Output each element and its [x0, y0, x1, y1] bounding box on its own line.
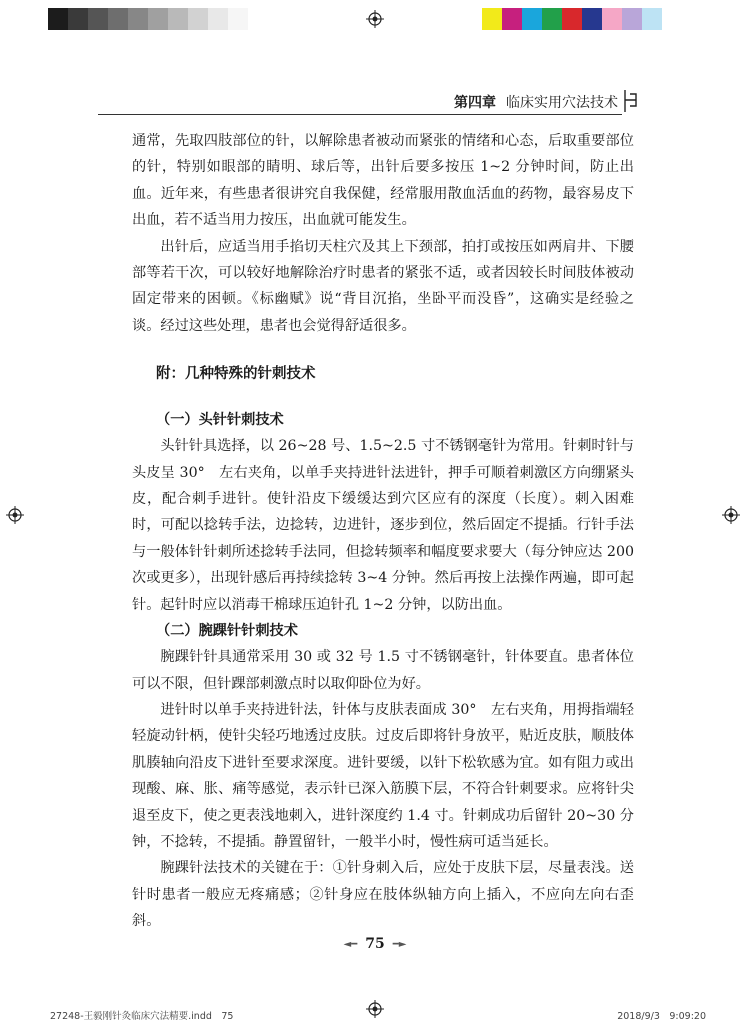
- process-color-swatch: [522, 8, 542, 30]
- slug-filename: 27248-王毅刚针灸临床穴法精要.indd 75: [50, 1011, 234, 1022]
- grayscale-swatch: [88, 8, 108, 30]
- page-number-value: 75: [365, 936, 385, 952]
- arrow-left-icon: ◄━: [343, 939, 358, 950]
- process-color-swatch: [642, 8, 662, 30]
- running-header: [98, 92, 618, 112]
- slug-timestamp: 2018/9/3 9:09:20: [617, 1011, 706, 1022]
- grayscale-swatch: [208, 8, 228, 30]
- process-color-swatch: [582, 8, 602, 30]
- chapter-number: 第四章: [454, 95, 496, 111]
- process-color-swatch: [482, 8, 502, 30]
- section-heading-wrist-ankle-acupuncture: （二）腕踝针针刺技术: [156, 623, 298, 640]
- grayscale-swatch: [68, 8, 88, 30]
- header-rule: [98, 114, 622, 115]
- process-color-swatch: [542, 8, 562, 30]
- paragraph-5: 进针时以单手夹持进针法，针体与皮肤表面成 30° 左右夹角，用拇指端轻轻旋动针柄，使针尖轻巧地透过皮肤。过皮后即将针身放平，贴近皮肤，顺肢体肌腠轴向沿皮下进针至要求深度。进针要缓，以针下松软感为宜。如有阻力或出现酸、麻、胀、痛等感觉，表示针已深入筋膜下层，不符合针刺要求。应将针尖退至皮下，使之更表浅地刺入，进针深度约 1.4 寸。针刺成功后留针 20~30 分钟，不捻转，不提插。静置留针，一般半小时，慢性病可适当延长。: [132, 701, 634, 850]
- grayscale-swatch: [228, 8, 248, 30]
- registration-mark-right-icon: [722, 506, 740, 524]
- grayscale-swatch: [48, 8, 68, 30]
- grayscale-swatch: [168, 8, 188, 30]
- paragraph-6: 腕踝针法技术的关键在于：①针身刺入后，应处于皮肤下层，尽量表浅。送针时患者一般应无疼痛感；②针身应在肢体纵轴方向上插入，不应向左向右歪斜。: [132, 860, 634, 930]
- grayscale-swatch: [108, 8, 128, 30]
- grayscale-swatch: [148, 8, 168, 30]
- paragraph-3: 头针针具选择，以 26~28 号、1.5~2.5 寸不锈钢毫针为常用。针刺时针与头皮呈 30° 左右夹角，以单手夹持进针法进针，押手可顺着刺激区方向绷紧头皮，配合刺手进针。使针沿皮下缓缓达到穴区应有的深度（长度）。刺入困难时，可配以捻转手法，边捻转，边进针，逐步到位，然后固定不提插。行针手法与一般体针针刺所述捻转手法同，但捻转频率和幅度要求要大（每分钟应达 200 次或更多），出现针感后再持续捻转 3~4 分钟。然后再按上法操作两遍，即可起针。起针时应以消毒干棉球压迫针孔 1~2 分钟，以防出血。: [132, 438, 634, 613]
- process-color-bar: [482, 8, 662, 30]
- header-ornament-icon: [622, 88, 640, 116]
- grayscale-swatch: [188, 8, 208, 30]
- appendix-heading: 附：几种特殊的针刺技术: [156, 366, 316, 383]
- page-body: [132, 128, 634, 935]
- paragraph-2: 出针后，应适当用手掐切天柱穴及其上下颈部，拍打或按压如两肩井、下腰部等若干次，可以较好地解除治疗时患者的紧张不适，或者因较长时间肢体被动固定带来的困顿。《标幽赋》说“背目沉掐，坐卧平而没昏”，这确实是经验之谈。经过这些处理，患者也会觉得舒适很多。: [132, 238, 634, 334]
- registration-mark-bottom-icon: [366, 1000, 384, 1018]
- registration-mark-top-icon: [366, 10, 384, 28]
- grayscale-color-bar: [48, 8, 248, 30]
- chapter-title: 临床实用穴法技术: [506, 95, 618, 111]
- page-number: [0, 936, 750, 952]
- paragraph-1: 通常，先取四肢部位的针，以解除患者被动而紧张的情绪和心态，后取重要部位的针，特别如眼部的睛明、球后等，出针后要多按压 1~2 分钟时间，防止出血。近年来，有些患者很讲究自我保健，经常服用散血活血的药物，最容易皮下出血，若不适当用力按压，出血就可能发生。: [132, 133, 634, 229]
- grayscale-swatch: [128, 8, 148, 30]
- process-color-swatch: [502, 8, 522, 30]
- process-color-swatch: [602, 8, 622, 30]
- paragraph-4: 腕踝针针具通常采用 30 或 32 号 1.5 寸不锈钢毫针，针体要直。患者体位可以不限，但针踝部刺激点时以取仰卧位为好。: [132, 649, 634, 692]
- registration-mark-left-icon: [6, 506, 24, 524]
- section-heading-scalp-acupuncture: （一）头针针刺技术: [156, 412, 284, 429]
- process-color-swatch: [622, 8, 642, 30]
- process-color-swatch: [562, 8, 582, 30]
- arrow-right-icon: ━►: [392, 939, 407, 950]
